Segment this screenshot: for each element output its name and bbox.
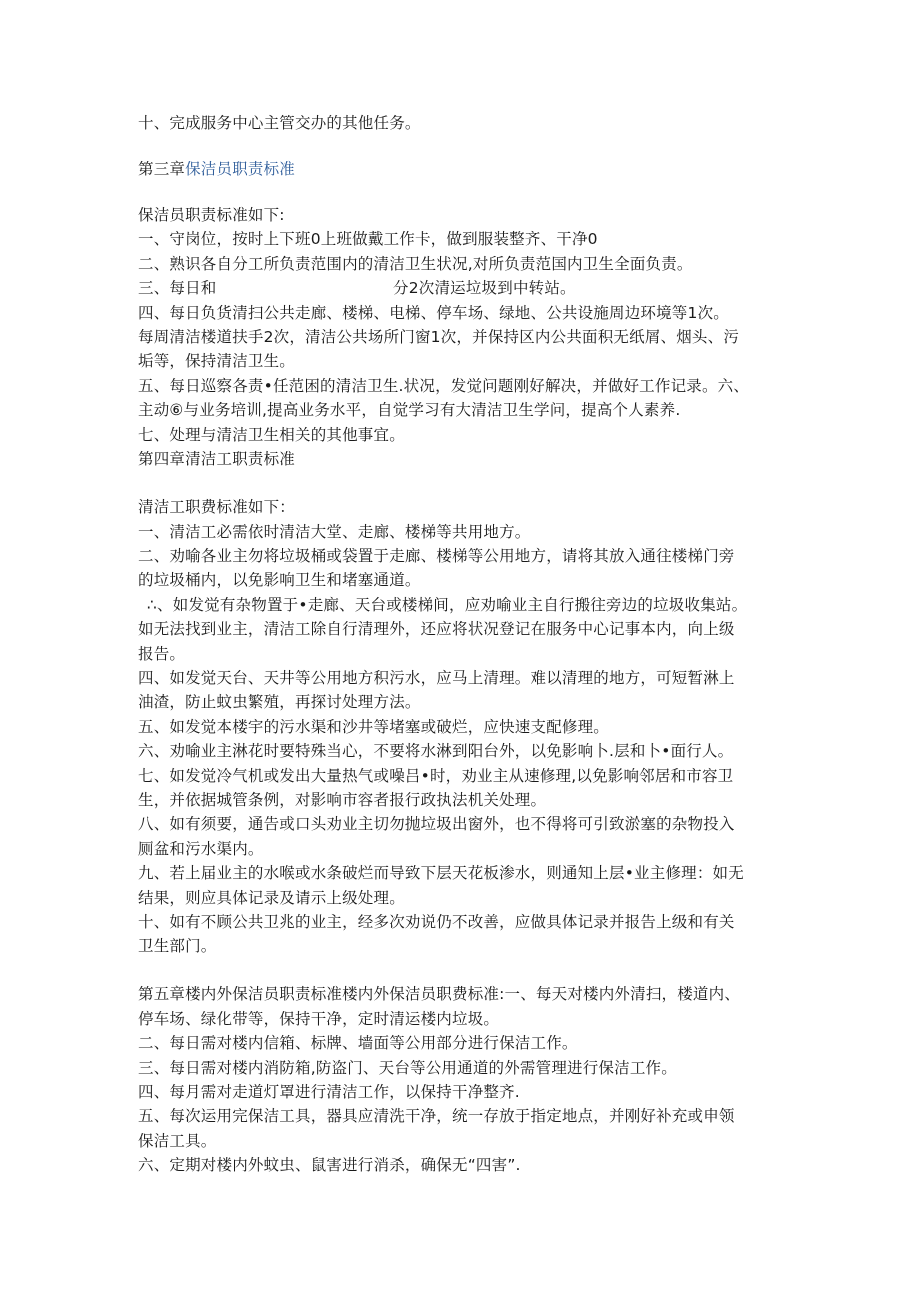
section-intro: 清洁工职费标准如下： — [138, 498, 296, 516]
text-line: 一、守岗位，按时上下班0上班做戴工作卡，做到服装整齐、干净0 — [138, 230, 598, 248]
text-line: 生，并依据城管条例，对影响市容者报行政执法机关处理。 — [138, 791, 547, 809]
text-line: 厕盆和污水渠内。 — [138, 840, 264, 858]
text-line: 九、若上届业主的水喉或水条破烂而导致下层天花板渗水，则通知上层•业主修理：如无 — [138, 864, 744, 882]
text-line: 六、定期对楼内外蚊虫、鼠害进行消杀，确保无“四害”. — [138, 1156, 521, 1174]
line-item-10: 十、完成服务中心主管交办的其他任务。 — [138, 114, 421, 132]
text-line: 油渣，防止蚊虫繁殖，再探讨处理方法。 — [138, 693, 421, 711]
text-line-part-a: 三、每日和 — [138, 279, 217, 297]
text-line: 主动⑥与业务培训,提高业务水平，自觉学习有大清洁卫生学问，提高个人素养. — [138, 401, 681, 419]
text-line: 五、每日巡察各责•任范困的清洁卫生.状况，发觉问题刚好解决，并做好工作记录。六、 — [138, 377, 750, 395]
text-line: 一、清洁工必需依时清洁大堂、走廊、楼梯等共用地方。 — [138, 523, 531, 541]
text-line: 四、如发觉天台、天井等公用地方积污水，应马上清理。难以清理的地方，可短暂淋上 — [138, 669, 735, 687]
text-line: ∴、如发觉有杂物置于•走廊、天台或楼梯间，应劝喻业主自行搬往旁边的垃圾收集站。 — [147, 596, 748, 614]
text-line: 六、劝喻业主淋花时要特殊当心，不要将水淋到阳台外，以免影响卜.层和卜•面行人。 — [138, 742, 734, 760]
text-line: 五、每次运用完保洁工具，器具应清洗干净，统一存放于指定地点，并刚好补充或申领 — [138, 1107, 735, 1125]
text-line: 报告。 — [138, 645, 186, 663]
text-line: 垢等，保持清洁卫生。 — [138, 352, 296, 370]
section-intro: 保洁员职责标准如下: — [138, 206, 285, 224]
text-line: 四、每月需对走道灯罩进行清洁工作，以保持干净整齐. — [138, 1083, 520, 1101]
chapter-5-heading: 第五章楼内外保洁员职责标准楼内外保洁员职费标准:一、每天对楼内外清扫，楼道内、 — [138, 985, 741, 1003]
text-line: 二、劝喻各业主勿将垃圾桶或袋置于走廊、楼梯等公用地方，请将其放入通往楼梯门旁 — [138, 547, 735, 565]
chapter-3-heading — [138, 158, 295, 180]
text-line: 如无法找到业主，清洁工除自行清理外，还应将状况登记在服务中心记事本内，向上级 — [138, 620, 735, 638]
text-line: 保洁工具。 — [138, 1132, 217, 1150]
chapter-4-heading: 第四章清洁工职责标准 — [138, 450, 296, 468]
text-line: 五、如发觉本楼宇的污水渠和沙井等堵塞或破烂，应快速支配修理。 — [138, 718, 610, 736]
text-line-part-b: 分2次清运垃圾到中转站。 — [393, 279, 576, 297]
text-line: 八、如有须要，通告或口头劝业主切勿抛垃圾出窗外，也不得将可引致淤塞的杂物投入 — [138, 815, 735, 833]
chapter-3-prefix: 第三章 — [138, 160, 186, 178]
text-line: 卫生部门。 — [138, 937, 217, 955]
text-line: 七、如发觉冷气机或发出大量热气或噪吕•时，劝业主从速修理,以免影响邻居和市容卫 — [138, 767, 734, 785]
text-line: 每周清洁楼道扶手2次，清洁公共场所门窗1次，并保持区内公共面积无纸屑、烟头、污 — [138, 328, 740, 346]
text-line: 停车场、绿化带等，保持干净，定时清运楼内垃圾。 — [138, 1010, 500, 1028]
text-line: 七、处理与清洁卫生相关的其他事宜。 — [138, 426, 405, 444]
text-line: 结果，则应具体记录及请示上级处理。 — [138, 889, 405, 907]
chapter-3-title-link[interactable]: 保洁员职责标准 — [185, 160, 296, 178]
text-line: 二、熟识各自分工所负责范围内的清洁卫生状况,对所负责范国内卫生全面负责。 — [138, 255, 693, 273]
text-line: 四、每日负货清扫公共走廊、楼梯、电梯、停车场、绿地、公共设施周边环境等1次。 — [138, 304, 729, 322]
text-line: 的垃圾桶内，以免影响卫生和堵塞通道。 — [138, 571, 421, 589]
text-line: 十、如有不顾公共卫兆的业主，经多次劝说仍不改善，应做具体记录并报告上级和有关 — [138, 913, 735, 931]
text-line: 三、每日需对楼内消防箱,防盗门、天台等公用通道的外需管理进行保洁工作。 — [138, 1059, 677, 1077]
text-line: 二、每日需对楼内信箱、标牌、墙面等公用部分进行保洁工作。 — [138, 1034, 578, 1052]
